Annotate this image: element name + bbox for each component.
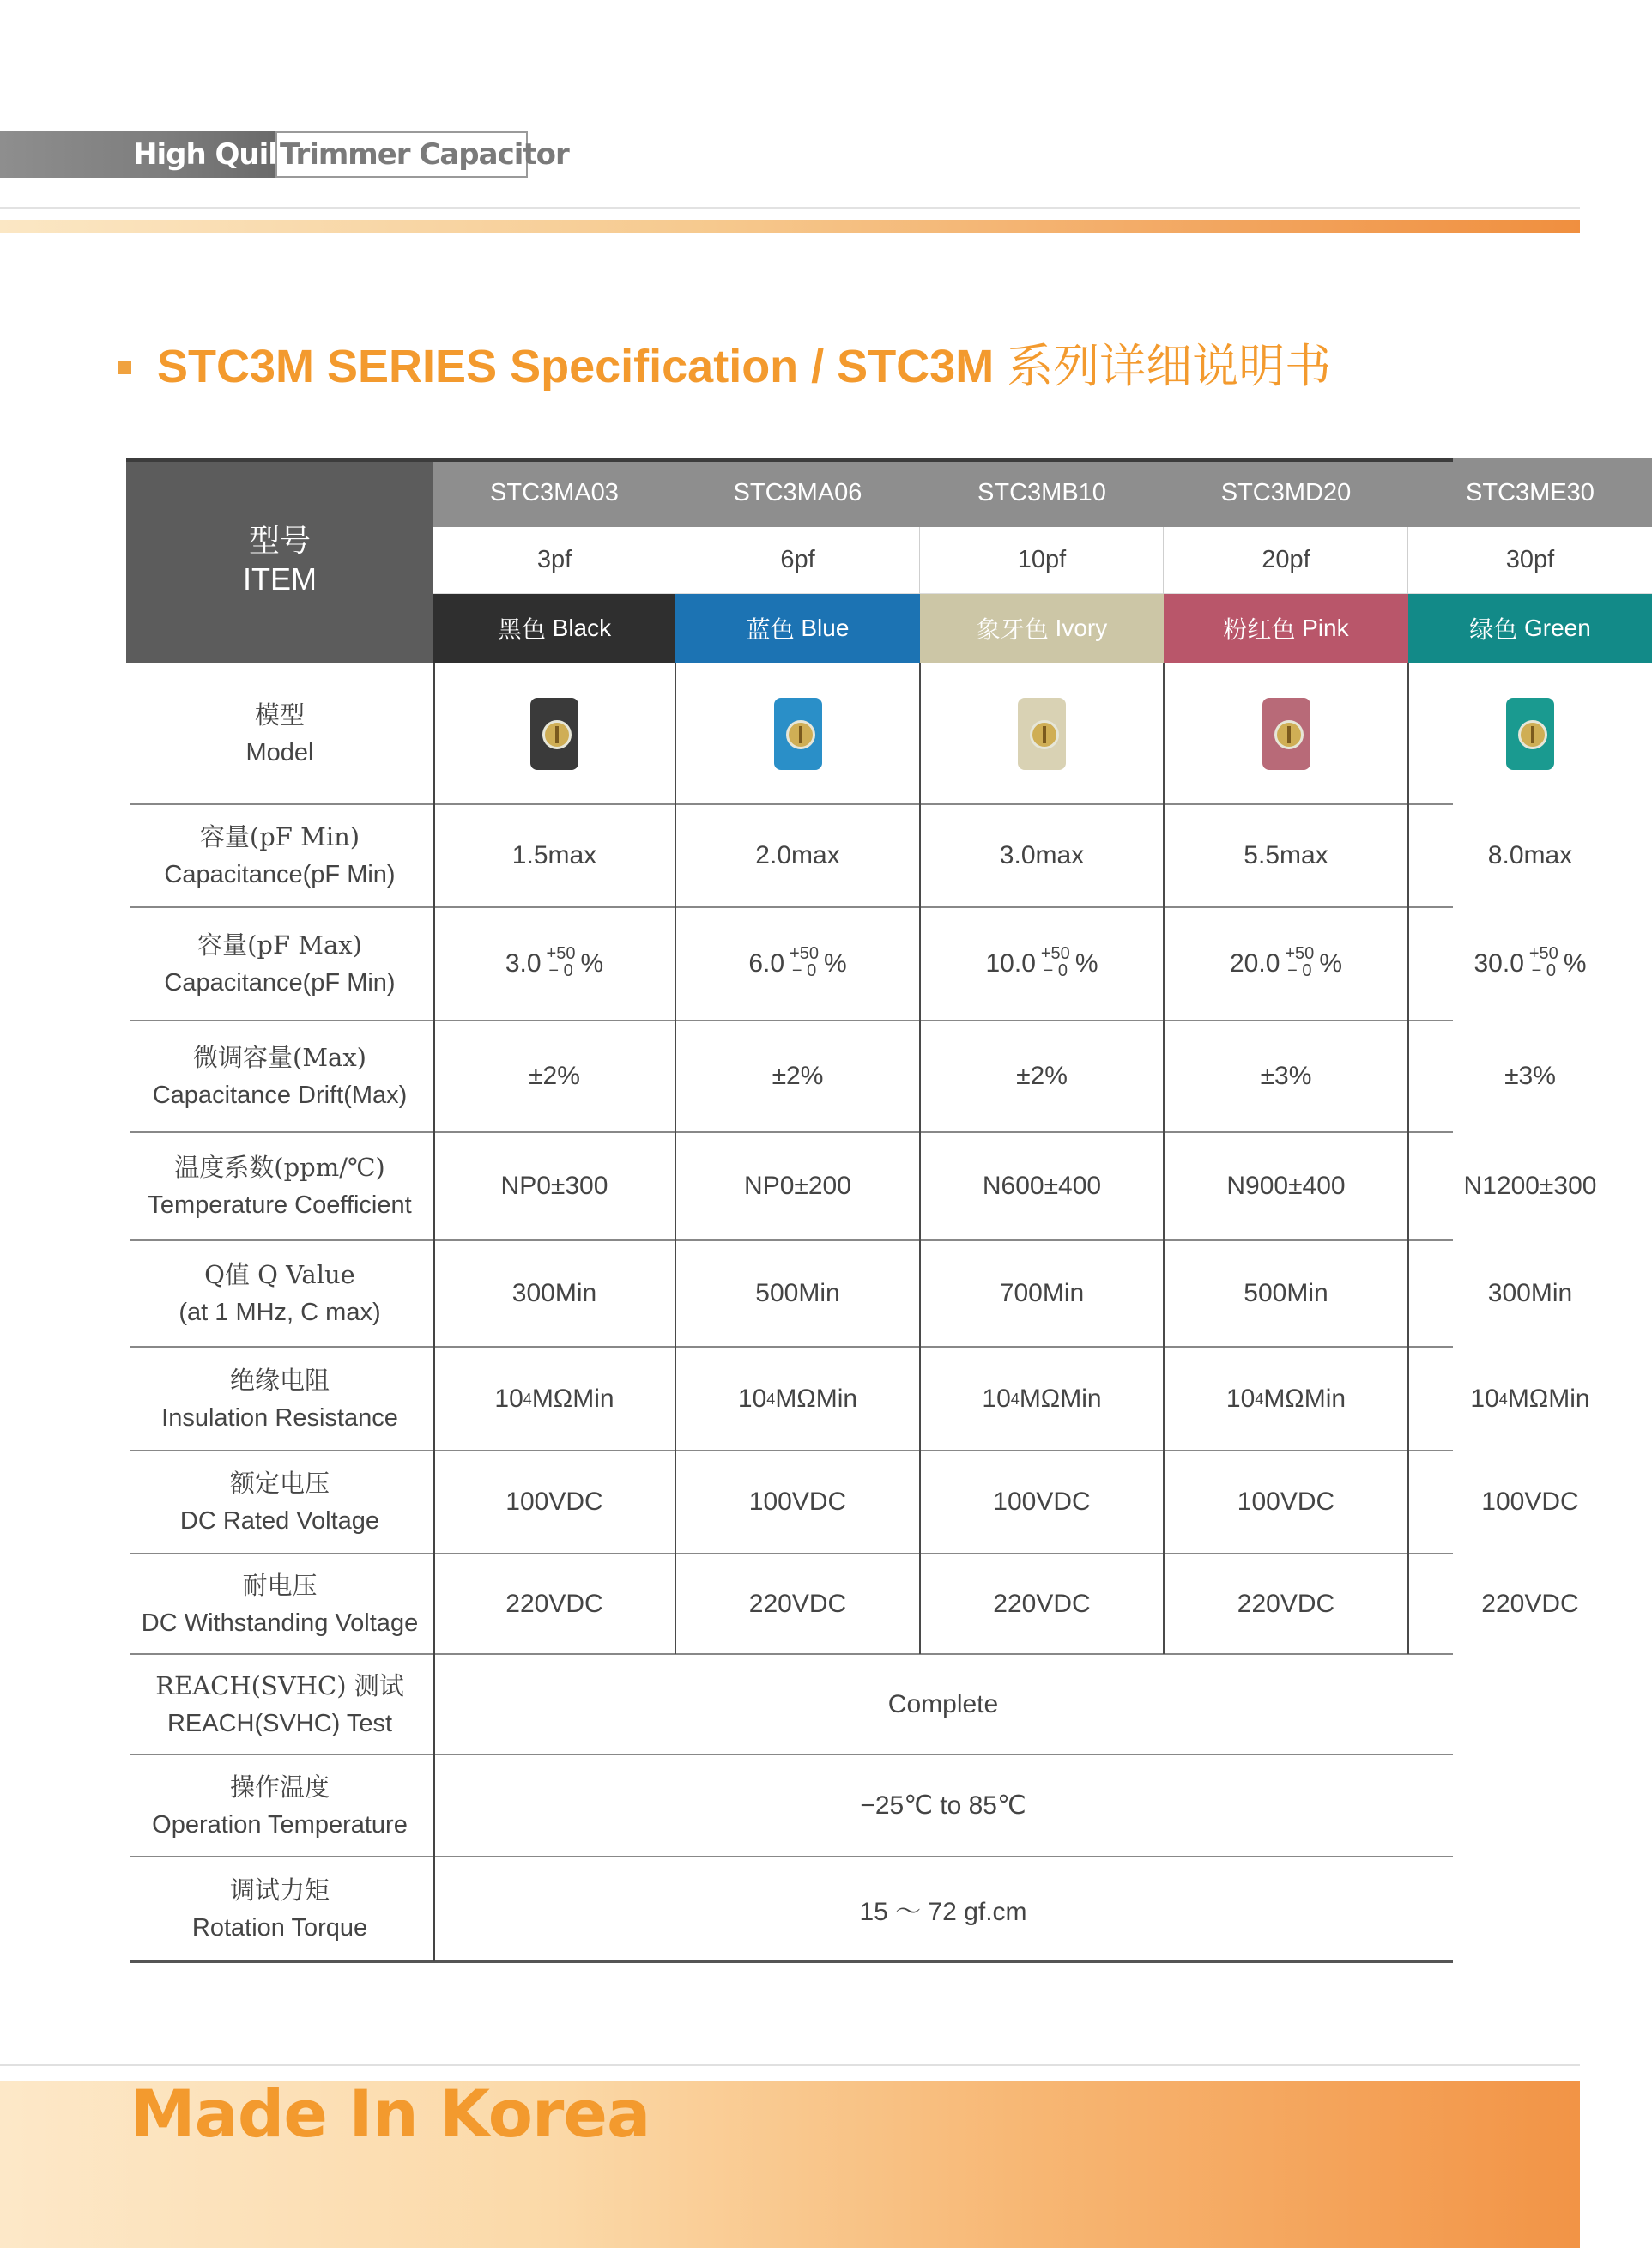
value-text: 100VDC [993,1488,1091,1516]
row-label-cn: 容量(pF Max) [197,930,362,960]
value-text: ±3% [1260,1062,1312,1090]
tolerance [547,945,576,979]
spec-table [126,458,1597,1961]
adjust-screw-icon [786,720,815,749]
model-name: STC3MA06 [733,478,862,506]
row-label-en: Capacitance(pF Min) [164,969,396,997]
item-header [126,458,433,663]
model-name: STC3MD20 [1220,478,1352,506]
row-label [126,1132,433,1240]
value-text: ±2% [772,1062,824,1090]
row-label-en: Temperature Coefficient [148,1191,412,1219]
value-text: 220VDC [993,1589,1091,1618]
header-divider [0,207,1580,209]
value-base: 3.0 [505,949,542,978]
model-name: STC3ME30 [1466,478,1595,506]
row-label [126,1240,433,1347]
page-title [157,336,1331,397]
value-cell [920,1554,1164,1654]
value-base: 10.0 [985,949,1036,978]
row-label [126,1654,433,1754]
value-cell [1164,1021,1408,1132]
row-label-cn: Q值 Q Value [204,1260,355,1289]
value-cell: 10 4 MΩMin [737,1384,858,1413]
value-cell [1164,804,1408,907]
adjust-screw-icon [1518,720,1547,749]
item-header-cn: 型号 [248,524,311,559]
value-cell [675,1021,920,1132]
value-unit: % [580,949,604,978]
row-label-cn: 模型 [254,700,305,730]
header-column-rule [919,527,920,594]
model-name-cell [1408,458,1652,527]
row-label [126,1554,433,1654]
value-cell: 10 4 MΩMin [982,1384,1102,1413]
model-color-en: Blue [801,615,850,641]
footer-text: Made In Korea [130,2075,651,2152]
model-capacity-cell [920,527,1164,594]
value-cell [675,1451,920,1554]
row-label [126,907,433,1021]
value-cell [1164,1451,1408,1554]
value-cell [675,804,920,907]
value-cell [675,1554,920,1654]
tolerance [1041,945,1070,979]
model-name-cell [920,458,1164,527]
row-label-en: Capacitance(pF Min) [164,861,396,888]
value-cell [675,1132,920,1240]
value-text: 700Min [999,1279,1085,1307]
header-column-rule [1407,527,1408,594]
value-cell [1164,1240,1408,1347]
value-text: 220VDC [1237,1589,1335,1618]
value-base: 20.0 [1229,949,1280,978]
value-text: NP0±300 [500,1172,608,1200]
model-capacity: 6pf [780,546,815,573]
row-label-cn: 操作温度 [229,1772,330,1802]
value-cell [1164,1554,1408,1654]
value-unit: % [823,949,847,978]
spacer [546,615,553,642]
tol-minus: − 0 [1531,961,1557,980]
model-color-cn: 象牙色 [976,615,1049,644]
value-unit: % [1563,949,1587,978]
value-cell: 10 4 MΩMin [494,1384,614,1413]
row-label [126,663,433,804]
model-capacity-cell [1408,527,1652,594]
model-color-cell [1164,594,1408,663]
tol-plus: +50 [1528,944,1558,963]
tolerance [1285,945,1314,979]
model-color-cn: 黑色 [497,615,546,644]
value-text: N1200±300 [1463,1172,1597,1200]
row-label-en: REACH(SVHC) Test [166,1709,393,1737]
model-name-cell [675,458,920,527]
tol-plus: +50 [546,944,576,963]
value-text: 220VDC [505,1589,603,1618]
tol-minus: − 0 [1287,961,1312,980]
model-color-en: Green [1523,615,1591,641]
value-text: 500Min [755,1279,840,1307]
value-cell [1408,1240,1652,1347]
model-color-cn: 粉红色 [1223,615,1296,644]
row-label [126,1754,433,1857]
value-text: 100VDC [505,1488,603,1516]
row-label-cn: REACH(SVHC) 测试 [155,1670,404,1700]
value-base: 10 [982,1384,1011,1413]
row-label-en: Capacitance Drift(Max) [152,1082,408,1109]
tol-plus: +50 [1285,944,1315,963]
model-color-en: Pink [1302,615,1349,641]
title-cn: 系列详细说明书 [1007,339,1332,393]
row-span-value [433,1754,1453,1857]
row-label-en: Operation Temperature [152,1810,408,1839]
value-cell [1164,1132,1408,1240]
spacer [1295,615,1302,642]
value-text: 500Min [1244,1279,1328,1307]
header-light-text: Trimmer Capacitor [280,137,569,172]
table-top-rule [126,458,1453,462]
value-cell [433,1132,675,1240]
tolerance [1529,945,1558,979]
value-cell [1164,907,1408,1021]
column-rule [675,663,676,1654]
value-cell [433,907,675,1021]
item-header-en: ITEM [243,561,317,597]
value-text: N600±400 [982,1172,1102,1200]
value-cell [920,1240,1164,1347]
value-cell: 10 4 MΩMin [1470,1384,1590,1413]
value-text: ±2% [1016,1062,1068,1090]
tol-minus: − 0 [791,961,817,980]
value-cell [675,907,920,1021]
span-value: Complete [887,1689,999,1718]
model-color-cell [675,594,920,663]
model-capacity-cell [433,527,675,594]
header-column-rule [1163,527,1164,594]
header-stripe [0,220,1580,233]
model-color-cn: 蓝色 [746,615,795,644]
value-text: 8.0max [1487,841,1573,870]
footer-divider [0,2064,1580,2066]
model-name: STC3MA03 [490,478,619,506]
title-en: STC3M SERIES Specification / STC3M [157,341,995,392]
value-unit: % [1074,949,1098,978]
model-color-cell [433,594,675,663]
model-capacity: 20pf [1262,546,1310,573]
column-rule [1407,663,1409,1654]
value-cell [433,1451,675,1554]
capacitor-image [1506,698,1554,770]
spacer [1517,615,1524,642]
value-base: 6.0 [748,949,785,978]
title-bullet-icon [118,361,131,374]
value-text: 2.0max [755,841,840,870]
tol-plus: +50 [790,944,819,963]
model-color-en: Ivory [1055,615,1108,641]
value-text: 220VDC [1481,1589,1579,1618]
row-span-value [433,1857,1453,1961]
value-text: 300Min [511,1279,597,1307]
model-name-cell [433,458,675,527]
value-unit: MΩMin [1019,1384,1102,1413]
value-text: 100VDC [748,1488,847,1516]
value-base: 10 [737,1384,767,1413]
value-cell [1408,804,1652,907]
value-cell: 10 4 MΩMin [1225,1384,1346,1413]
row-label-en: Rotation Torque [191,1914,368,1942]
model-name-cell [1164,458,1408,527]
value-text: ±2% [529,1062,580,1090]
model-color-cell [920,594,1164,663]
row-label-en: (at 1 MHz, C max) [179,1299,381,1326]
row-label-en: Insulation Resistance [161,1403,398,1432]
header-bold-text: High Quility [133,137,318,172]
value-base: 10 [1225,1384,1256,1413]
value-text: N900±400 [1226,1172,1346,1200]
value-cell [675,1240,920,1347]
value-base: 30.0 [1473,949,1524,978]
value-unit: % [1319,949,1342,978]
row-label [126,1021,433,1132]
model-name: STC3MB10 [977,478,1106,506]
row-label-cn: 耐电压 [242,1570,318,1600]
adjust-screw-icon [1274,720,1304,749]
value-text: 220VDC [748,1589,847,1618]
adjust-screw-icon [542,720,572,749]
capacitor-image [774,698,822,770]
row-label [126,1347,433,1451]
value-text: 100VDC [1237,1488,1335,1516]
row-label [126,1451,433,1554]
row-label-cn: 容量(pF Min) [199,822,360,851]
value-cell [920,1132,1164,1240]
model-color-en: Black [552,615,612,641]
row-label-en: Model [245,738,314,767]
model-color-cn: 绿色 [1469,615,1518,644]
value-text: 1.5max [511,841,597,870]
value-base: 10 [1470,1384,1499,1413]
row-label-en: DC Rated Voltage [179,1507,380,1535]
value-base: 10 [494,1384,523,1413]
column-rule [1163,663,1165,1654]
label-column-rule [433,663,435,1961]
model-color-cell [1408,594,1652,663]
value-cell [1408,1132,1652,1240]
spacer [1049,615,1056,642]
value-cell [1408,1021,1652,1132]
value-text: NP0±200 [744,1172,851,1200]
adjust-screw-icon [1030,720,1059,749]
capacitor-image [530,698,578,770]
tol-minus: − 0 [548,961,573,980]
value-text: ±3% [1504,1062,1556,1090]
span-value: −25℃ to 85℃ [860,1791,1026,1820]
row-label-cn: 额定电压 [229,1469,330,1498]
row-rule [130,1960,1453,1963]
value-cell [920,1451,1164,1554]
capacitor-image [1262,698,1310,770]
row-label-en: DC Withstanding Voltage [141,1609,419,1637]
value-unit: MΩMin [1263,1384,1346,1413]
value-text: 5.5max [1244,841,1328,870]
column-rule [919,663,921,1654]
row-label-cn: 调试力矩 [229,1875,330,1905]
model-capacity: 10pf [1017,546,1067,573]
capacitor-image [1018,698,1066,770]
model-capacity: 30pf [1505,546,1555,573]
row-span-value [433,1654,1453,1754]
row-label-cn: 温度系数(ppm/℃) [174,1153,385,1182]
value-cell [433,1240,675,1347]
value-cell [920,907,1164,1021]
spacer [795,615,802,642]
value-text: 3.0max [999,841,1085,870]
value-cell [920,1021,1164,1132]
tol-plus: +50 [1040,944,1070,963]
row-label [126,804,433,907]
value-cell [920,804,1164,907]
tolerance [790,945,819,979]
row-label-cn: 微调容量(Max) [193,1043,366,1072]
value-unit: MΩMin [1507,1384,1590,1413]
row-label [126,1857,433,1961]
tol-minus: − 0 [1043,961,1068,980]
value-cell [1408,1554,1652,1654]
value-cell [433,1554,675,1654]
value-text: 100VDC [1481,1488,1579,1516]
value-unit: MΩMin [531,1384,614,1413]
model-capacity-cell [675,527,920,594]
value-cell [1408,907,1652,1021]
value-cell [433,804,675,907]
value-cell [1408,1451,1652,1554]
span-value: 15 ～ 72 gf.cm [859,1898,1027,1926]
value-text: 300Min [1487,1279,1573,1307]
model-capacity-cell [1164,527,1408,594]
value-unit: MΩMin [775,1384,858,1413]
model-capacity: 3pf [536,546,572,573]
value-cell [433,1021,675,1132]
row-label-cn: 绝缘电阻 [229,1365,330,1395]
